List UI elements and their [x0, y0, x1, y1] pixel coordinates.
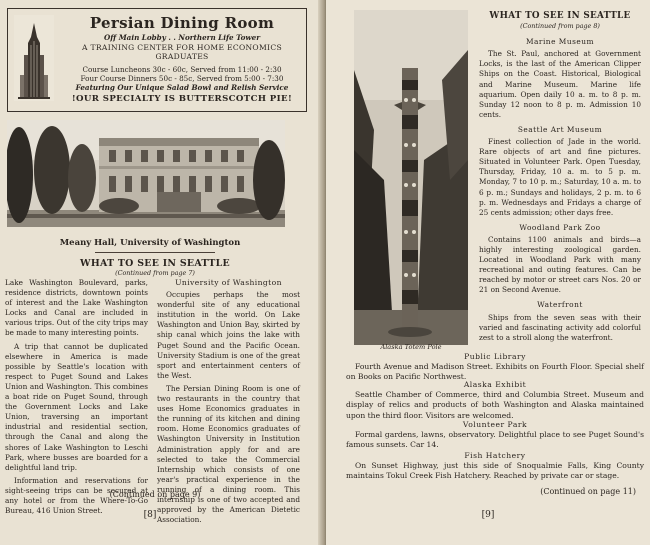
zoo-heading: Woodland Park Zoo — [519, 222, 601, 232]
ad-training-line: A TRAINING CENTER FOR HOME ECONOMICS — [82, 43, 282, 52]
meany-hall-photo — [7, 120, 285, 227]
page-number: [8] — [143, 510, 157, 520]
ad-specialty: !OUR SPECIALTY IS BUTTERSCOTCH PIE! — [71, 94, 293, 104]
paragraph: A trip that cannot be duplicated elsewhere in America is made possible by Seattle's location with respect to Puget Sound and Lakes Union and Washington. This combines a boat ride on Puget Sound, through the Government Locks and Lake Union, traversing an important industrial and residential section, through the Canal and along the shores of Lake Washington to Leschi Park, where busses are boarded for a delightful land trip. — [5, 341, 148, 472]
alaska-exhibit-block — [346, 380, 644, 421]
persian-dining-room-ad — [7, 8, 307, 112]
waterfront-heading: Waterfront — [537, 300, 583, 310]
public-library-text: Fourth Avenue and Madison Street. Exhibits on Fourth Floor. Special shelf on Books on Pacific Northwest. — [346, 362, 644, 382]
section-heading: WHAT TO SEE IN SEATTLE — [489, 11, 631, 21]
paragraph: Occupies perhaps the most wonderful site of any educational institution in the world. On Lake Washington and Union Bay, skirted by ship canal which joins the lake with Puget Sound and the Pacific Ocean. University Stadium is one of the great sport and entertainment centers of the West. — [157, 290, 300, 380]
fish-hatchery-heading: Fish Hatchery — [464, 451, 526, 460]
volunteer-park-text: Formal gardens, lawns, observatory. Delightful place to see Puget Sound's famous sunsets. Car 14. — [346, 430, 644, 450]
waterfront-text: Ships from the seven seas with their varied and fascinating activity add colorful zest to a stroll along the waterfront. — [479, 312, 641, 342]
university-subheading: University of Washington — [175, 278, 282, 287]
paragraph: Lake Washington Boulevard, parks, residence districts, downtown points of interest and the Lake Washington Locks and Canal are included in various trips. Out of the city trips may be made to many interesting points. — [5, 278, 148, 338]
art-museum-text: Finest collection of Jade in the world. Rare objects of art and fine pictures. Situated in Volunteer Park. Open Tuesday, Thursday, Friday, 10 a. m. to 5 p. m. Monday, 7 to 10 p. m.; Saturday, 10 a. m. to 6 p. m.; Sundays and holidays, 2 p. m. to 6 p. m. Wednesdays and Fridays a charge of 25 cents admission; other days free. — [479, 137, 641, 217]
ad-luncheons: Course Luncheons 30c - 60c, Served from 11:00 - 2:30 — [82, 65, 282, 74]
left-column-text — [5, 278, 148, 519]
meany-hall-caption: Meany Hall, University of Washington — [59, 238, 241, 248]
volunteer-park-heading: Volunteer Park — [462, 420, 528, 429]
divider-rule — [95, 252, 215, 253]
alaska-exhibit-text: Seattle Chamber of Commerce, third and Columbia Street. Museum and display of relics and products of both Washington and Alaska maintained upon the third floor. Visitors are welcomed. — [346, 390, 644, 420]
alaska-totem-pole-photo — [354, 10, 468, 345]
page-number: [9] — [481, 510, 495, 520]
continued-on-note: (Continued on page 9) — [109, 490, 201, 499]
paragraph: The Persian Dining Room is one of two restaurants in the country that uses Home Economics graduates in the running of its kitchen and dining room. Home Economics graduates of Washington University in Institution Administration apply for and are selected to take the Commercial Internship which consists of one year's practical experience in the running of a dining room. This internship is one of two accepted and approved by the American Dietetic Association. — [157, 383, 300, 525]
continued-from-note: (Continued from page 8) — [520, 22, 600, 31]
marine-museum-text: The St. Paul, anchored at Government Locks, is the last of the American Clipper Ships on the Coast. Historical, Biological and Marine Museum. Marine life aquarium. Open daily 10 a. m. to 8 p. m. Sunday 12 noon to 8 p. m. Admission 10 cents. — [479, 49, 641, 119]
public-library-heading: Public Library — [464, 352, 526, 361]
attractions-column — [479, 11, 641, 343]
ad-graduates-line: GRADUATES — [155, 52, 209, 61]
fish-hatchery-text: On Sunset Highway, just this side of Snoqualmie Falls, King County maintains Tokul Creek Fish Hatchery. Reached by private car or stage. — [346, 461, 644, 481]
continued-on-note: (Continued on page 11) — [540, 487, 636, 496]
art-museum-heading: Seattle Art Museum — [517, 124, 603, 134]
fish-hatchery-block — [346, 451, 644, 482]
public-library-block — [346, 352, 644, 383]
zoo-text: Contains 1100 animals and birds—a highly interesting zoological garden. Located in Woodland Park with many recreational and outing features. Can be reached by motor or street cars Nos. 20 or 21 on Second Avenue. — [479, 234, 641, 295]
ad-title: Persian Dining Room — [89, 14, 275, 32]
volunteer-park-block — [346, 420, 644, 451]
ad-featuring: Featuring Our Unique Salad Bowl and Relish Service — [75, 83, 289, 92]
alaska-exhibit-heading: Alaska Exhibit — [463, 380, 527, 389]
paragraph: Information and reservations for sight-seeing trips can be secured at any hotel or from the Where-To-Go Bureau, 416 Union Street. — [5, 475, 148, 516]
ad-dinners: Four Course Dinners 50c - 85c, Served from 5:00 - 7:30 — [80, 74, 284, 83]
section-heading: WHAT TO SEE IN SEATTLE — [80, 258, 230, 269]
continued-from-note: (Continued from page 7) — [115, 269, 195, 277]
northern-life-tower-illustration — [14, 15, 54, 101]
page-9 — [326, 0, 650, 545]
ad-subtitle: Off Main Lobby . . Northern Life Tower — [104, 33, 260, 42]
marine-museum-heading: Marine Museum — [525, 37, 595, 47]
totem-pole-caption: Alaska Totem Pole — [380, 343, 442, 351]
page-8 — [0, 0, 323, 545]
